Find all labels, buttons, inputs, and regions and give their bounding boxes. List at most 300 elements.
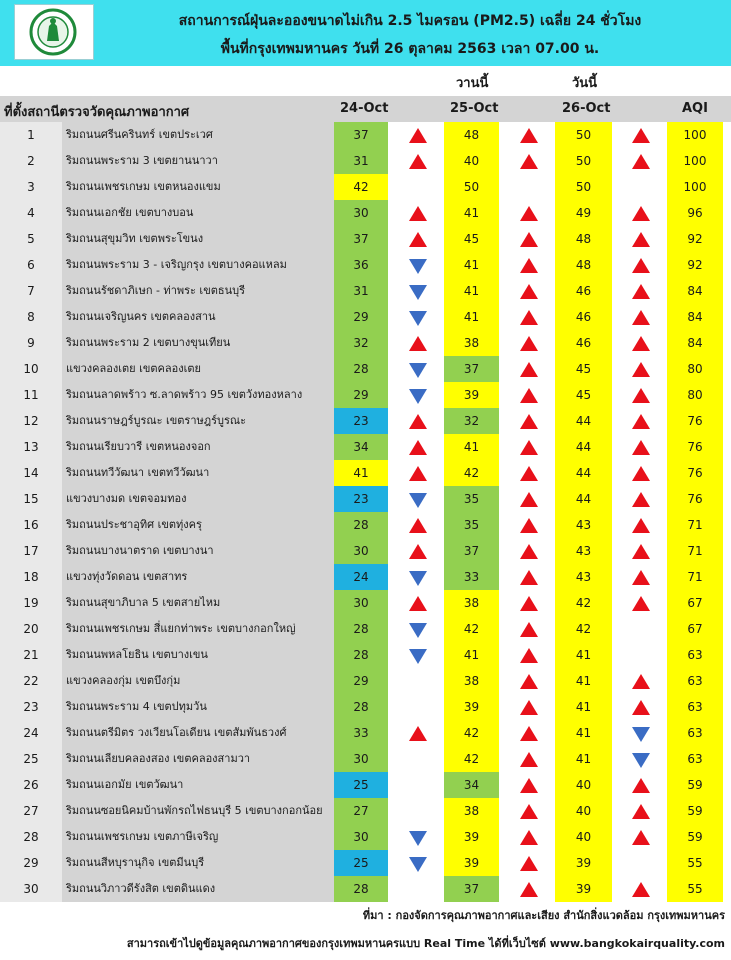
aqi-value: 59 xyxy=(667,772,723,798)
table-row xyxy=(0,850,731,876)
row-number: 11 xyxy=(0,382,62,408)
table-row xyxy=(0,174,731,200)
title-line2: พื้นที่กรุงเทพมหานคร วันที่ 26 ตุลาคม 2563 เวลา 07.00 น. xyxy=(220,41,600,57)
table-row xyxy=(0,330,731,356)
value-25oct: 41 xyxy=(444,304,499,330)
aqi-value: 76 xyxy=(667,408,723,434)
value-24oct: 27 xyxy=(334,798,388,824)
table-row xyxy=(0,642,731,668)
table-row xyxy=(0,278,731,304)
trend-up-icon xyxy=(632,362,650,377)
title-line1: สถานการณ์ฝุ่นละอองขนาดไม่เกิน 2.5 ไมครอน (PM2.5) เฉลี่ย 24 ชั่วโมง xyxy=(178,13,642,29)
date2-column-header: 25-Oct xyxy=(450,101,499,116)
trend-up-icon xyxy=(632,570,650,585)
row-number: 29 xyxy=(0,850,62,876)
table-row xyxy=(0,720,731,746)
value-26oct: 44 xyxy=(555,486,612,512)
station-name: ริมถนนเอกมัย เขตวัฒนา xyxy=(62,772,334,798)
header-banner xyxy=(0,0,731,66)
aqi-value: 84 xyxy=(667,278,723,304)
station-name: ริมถนนเอกชัย เขตบางบอน xyxy=(62,200,334,226)
station-name: ริมถนนซอยนิคมบ้านพักรถไฟธนบุรี 5 เขตบางกอกน้อย xyxy=(62,798,334,824)
aqi-value: 84 xyxy=(667,304,723,330)
table-row xyxy=(0,382,731,408)
value-24oct: 29 xyxy=(334,668,388,694)
trend-down-icon xyxy=(409,493,427,508)
aqi-value: 96 xyxy=(667,200,723,226)
trend-up-icon xyxy=(520,362,538,377)
trend-up-icon xyxy=(520,752,538,767)
trend-up-icon xyxy=(632,128,650,143)
date1-column-header: 24-Oct xyxy=(340,101,389,116)
trend-up-icon xyxy=(632,232,650,247)
row-number: 19 xyxy=(0,590,62,616)
value-24oct: 30 xyxy=(334,824,388,850)
row-number: 16 xyxy=(0,512,62,538)
aqi-value: 55 xyxy=(667,876,723,902)
trend-down-icon xyxy=(409,259,427,274)
aqi-value: 100 xyxy=(667,148,723,174)
station-name: ริมถนนสีหบุรานุกิจ เขตมีนบุรี xyxy=(62,850,334,876)
value-26oct: 46 xyxy=(555,278,612,304)
value-25oct: 42 xyxy=(444,746,499,772)
trend-up-icon xyxy=(409,232,427,247)
aqi-value: 80 xyxy=(667,382,723,408)
seal-icon xyxy=(27,8,79,56)
aqi-value: 71 xyxy=(667,564,723,590)
value-25oct: 35 xyxy=(444,486,499,512)
row-number: 26 xyxy=(0,772,62,798)
value-24oct: 32 xyxy=(334,330,388,356)
trend-up-icon xyxy=(409,414,427,429)
value-25oct: 48 xyxy=(444,122,499,148)
aqi-value: 63 xyxy=(667,746,723,772)
trend-up-icon xyxy=(632,778,650,793)
value-26oct: 39 xyxy=(555,876,612,902)
row-number: 21 xyxy=(0,642,62,668)
trend-up-icon xyxy=(632,154,650,169)
station-name: ริมถนนพระราม 3 - เจริญกรุง เขตบางคอแหลม xyxy=(62,252,334,278)
day-labels-row xyxy=(0,66,731,96)
table-row xyxy=(0,304,731,330)
value-25oct: 37 xyxy=(444,538,499,564)
station-name: ริมถนนสุขุมวิท เขตพระโขนง xyxy=(62,226,334,252)
trend-up-icon xyxy=(520,856,538,871)
trend-up-icon xyxy=(520,154,538,169)
row-number: 23 xyxy=(0,694,62,720)
trend-up-icon xyxy=(520,466,538,481)
station-name: ริมถนนลาดพร้าว ซ.ลาดพร้าว 95 เขตวังทองหลาง xyxy=(62,382,334,408)
trend-up-icon xyxy=(520,882,538,897)
value-26oct: 40 xyxy=(555,824,612,850)
station-name: ริมถนนศรีนครินทร์ เขตประเวศ xyxy=(62,122,334,148)
trend-up-icon xyxy=(520,804,538,819)
value-26oct: 40 xyxy=(555,772,612,798)
value-24oct: 28 xyxy=(334,694,388,720)
station-name: ริมถนนเจริญนคร เขตคลองสาน xyxy=(62,304,334,330)
trend-up-icon xyxy=(409,128,427,143)
value-25oct: 45 xyxy=(444,226,499,252)
row-number: 20 xyxy=(0,616,62,642)
table-row xyxy=(0,798,731,824)
table-row xyxy=(0,616,731,642)
today-label: วันนี้ xyxy=(572,76,598,91)
value-26oct: 41 xyxy=(555,668,612,694)
row-number: 14 xyxy=(0,460,62,486)
value-24oct: 37 xyxy=(334,122,388,148)
aqi-value: 92 xyxy=(667,252,723,278)
station-name: ริมถนนเรียบวารี เขตหนองจอก xyxy=(62,434,334,460)
value-26oct: 39 xyxy=(555,850,612,876)
row-number: 5 xyxy=(0,226,62,252)
trend-down-icon xyxy=(632,727,650,742)
trend-up-icon xyxy=(632,804,650,819)
trend-up-icon xyxy=(520,700,538,715)
trend-up-icon xyxy=(409,544,427,559)
value-26oct: 48 xyxy=(555,252,612,278)
aqi-value: 55 xyxy=(667,850,723,876)
aqi-value: 71 xyxy=(667,538,723,564)
value-24oct: 30 xyxy=(334,538,388,564)
table-row xyxy=(0,486,731,512)
trend-up-icon xyxy=(409,726,427,741)
station-column-header: ที่ตั้งสถานีตรวจวัดคุณภาพอากาศ xyxy=(4,105,190,120)
trend-up-icon xyxy=(632,440,650,455)
trend-down-icon xyxy=(409,311,427,326)
value-25oct: 37 xyxy=(444,876,499,902)
trend-up-icon xyxy=(520,648,538,663)
value-26oct: 50 xyxy=(555,174,612,200)
value-25oct: 40 xyxy=(444,148,499,174)
aqi-value: 63 xyxy=(667,642,723,668)
aqi-column-header: AQI xyxy=(682,101,708,116)
value-25oct: 41 xyxy=(444,200,499,226)
aqi-value: 67 xyxy=(667,616,723,642)
trend-down-icon xyxy=(409,363,427,378)
value-24oct: 42 xyxy=(334,174,388,200)
value-25oct: 41 xyxy=(444,252,499,278)
row-number: 28 xyxy=(0,824,62,850)
value-26oct: 50 xyxy=(555,148,612,174)
table-row xyxy=(0,148,731,174)
table-row xyxy=(0,590,731,616)
row-number: 12 xyxy=(0,408,62,434)
value-25oct: 32 xyxy=(444,408,499,434)
trend-up-icon xyxy=(632,284,650,299)
table-row xyxy=(0,668,731,694)
value-26oct: 50 xyxy=(555,122,612,148)
value-26oct: 43 xyxy=(555,564,612,590)
table-row xyxy=(0,746,731,772)
trend-up-icon xyxy=(409,154,427,169)
aqi-value: 63 xyxy=(667,694,723,720)
trend-up-icon xyxy=(520,388,538,403)
station-name: ริมถนนบางนาตราด เขตบางนา xyxy=(62,538,334,564)
aqi-value: 76 xyxy=(667,486,723,512)
table-row xyxy=(0,564,731,590)
station-name: ริมถนนทวีวัฒนา เขตทวีวัฒนา xyxy=(62,460,334,486)
value-25oct: 39 xyxy=(444,382,499,408)
table-row xyxy=(0,772,731,798)
row-number: 1 xyxy=(0,122,62,148)
value-25oct: 41 xyxy=(444,642,499,668)
trend-up-icon xyxy=(632,258,650,273)
station-name: แขวงคลองเตย เขตคลองเตย xyxy=(62,356,334,382)
station-name: ริมถนนสุขาภิบาล 5 เขตสายไหม xyxy=(62,590,334,616)
value-26oct: 41 xyxy=(555,642,612,668)
value-24oct: 41 xyxy=(334,460,388,486)
station-name: ริมถนนตรีมิตร วงเวียนโอเดียน เขตสัมพันธวงศ์ xyxy=(62,720,334,746)
value-26oct: 42 xyxy=(555,590,612,616)
value-26oct: 41 xyxy=(555,746,612,772)
value-26oct: 41 xyxy=(555,720,612,746)
value-24oct: 24 xyxy=(334,564,388,590)
table-row xyxy=(0,512,731,538)
trend-up-icon xyxy=(520,206,538,221)
value-24oct: 28 xyxy=(334,512,388,538)
value-25oct: 37 xyxy=(444,356,499,382)
aqi-value: 76 xyxy=(667,434,723,460)
value-25oct: 33 xyxy=(444,564,499,590)
value-24oct: 28 xyxy=(334,616,388,642)
trend-up-icon xyxy=(520,570,538,585)
station-name: ริมถนนประชาอุทิศ เขตทุ่งครุ xyxy=(62,512,334,538)
table-row xyxy=(0,252,731,278)
value-25oct: 39 xyxy=(444,824,499,850)
value-24oct: 23 xyxy=(334,408,388,434)
value-25oct: 42 xyxy=(444,720,499,746)
value-26oct: 44 xyxy=(555,408,612,434)
trend-up-icon xyxy=(520,830,538,845)
yesterday-label: วานนี้ xyxy=(456,76,489,91)
value-24oct: 30 xyxy=(334,746,388,772)
aqi-value: 76 xyxy=(667,460,723,486)
trend-up-icon xyxy=(632,700,650,715)
trend-up-icon xyxy=(409,206,427,221)
trend-up-icon xyxy=(520,518,538,533)
trend-up-icon xyxy=(520,284,538,299)
table-row xyxy=(0,694,731,720)
trend-up-icon xyxy=(632,206,650,221)
trend-up-icon xyxy=(520,726,538,741)
row-number: 13 xyxy=(0,434,62,460)
value-25oct: 41 xyxy=(444,434,499,460)
value-25oct: 34 xyxy=(444,772,499,798)
row-number: 17 xyxy=(0,538,62,564)
value-26oct: 44 xyxy=(555,434,612,460)
row-number: 2 xyxy=(0,148,62,174)
value-26oct: 43 xyxy=(555,512,612,538)
aqi-value: 63 xyxy=(667,668,723,694)
table-row xyxy=(0,408,731,434)
trend-up-icon xyxy=(409,336,427,351)
station-name: ริมถนนราษฎร์บูรณะ เขตราษฎร์บูรณะ xyxy=(62,408,334,434)
row-number: 25 xyxy=(0,746,62,772)
table-row xyxy=(0,200,731,226)
station-name: แขวงบางมด เขตจอมทอง xyxy=(62,486,334,512)
trend-up-icon xyxy=(632,336,650,351)
value-25oct: 39 xyxy=(444,694,499,720)
value-24oct: 30 xyxy=(334,590,388,616)
trend-up-icon xyxy=(632,310,650,325)
trend-up-icon xyxy=(520,414,538,429)
trend-up-icon xyxy=(409,596,427,611)
value-24oct: 37 xyxy=(334,226,388,252)
station-name: ริมถนนเพชรเกษม สี่แยกท่าพระ เขตบางกอกใหญ่ xyxy=(62,616,334,642)
trend-down-icon xyxy=(409,857,427,872)
trend-up-icon xyxy=(632,830,650,845)
value-24oct: 25 xyxy=(334,772,388,798)
station-name: แขวงคลองกุ่ม เขตบึงกุ่ม xyxy=(62,668,334,694)
realtime-note: สามารถเข้าไปดูข้อมูลคุณภาพอากาศของกรุงเทพมหานครแบบ Real Time ได้ที่เว็บไซต์ www.bangkokairquality.com xyxy=(126,937,725,950)
aqi-value: 84 xyxy=(667,330,723,356)
trend-up-icon xyxy=(632,674,650,689)
date3-column-header: 26-Oct xyxy=(562,101,611,116)
trend-up-icon xyxy=(520,622,538,637)
aqi-value: 59 xyxy=(667,798,723,824)
row-number: 22 xyxy=(0,668,62,694)
trend-up-icon xyxy=(632,466,650,481)
row-number: 27 xyxy=(0,798,62,824)
value-24oct: 23 xyxy=(334,486,388,512)
trend-up-icon xyxy=(632,882,650,897)
row-number: 9 xyxy=(0,330,62,356)
table-row xyxy=(0,122,731,148)
table-row xyxy=(0,876,731,902)
value-24oct: 29 xyxy=(334,382,388,408)
row-number: 8 xyxy=(0,304,62,330)
value-26oct: 43 xyxy=(555,538,612,564)
value-26oct: 45 xyxy=(555,382,612,408)
trend-up-icon xyxy=(632,414,650,429)
trend-up-icon xyxy=(520,544,538,559)
aqi-value: 63 xyxy=(667,720,723,746)
aqi-value: 100 xyxy=(667,122,723,148)
station-name: ริมถนนพระราม 4 เขตปทุมวัน xyxy=(62,694,334,720)
value-24oct: 31 xyxy=(334,148,388,174)
value-25oct: 35 xyxy=(444,512,499,538)
aqi-value: 92 xyxy=(667,226,723,252)
row-number: 10 xyxy=(0,356,62,382)
trend-up-icon xyxy=(520,336,538,351)
value-26oct: 46 xyxy=(555,330,612,356)
station-name: แขวงทุ่งวัดดอน เขตสาทร xyxy=(62,564,334,590)
table-row xyxy=(0,460,731,486)
value-24oct: 36 xyxy=(334,252,388,278)
trend-up-icon xyxy=(409,466,427,481)
value-24oct: 29 xyxy=(334,304,388,330)
aqi-value: 71 xyxy=(667,512,723,538)
trend-up-icon xyxy=(520,310,538,325)
row-number: 24 xyxy=(0,720,62,746)
value-25oct: 50 xyxy=(444,174,499,200)
row-number: 4 xyxy=(0,200,62,226)
value-24oct: 33 xyxy=(334,720,388,746)
aqi-value: 80 xyxy=(667,356,723,382)
station-name: ริมถนนเพชรเกษม เขตหนองแขม xyxy=(62,174,334,200)
aqi-value: 67 xyxy=(667,590,723,616)
table-row xyxy=(0,538,731,564)
station-name: ริมถนนพระราม 3 เขตยานนาวา xyxy=(62,148,334,174)
value-26oct: 45 xyxy=(555,356,612,382)
trend-up-icon xyxy=(520,596,538,611)
value-26oct: 44 xyxy=(555,460,612,486)
value-25oct: 38 xyxy=(444,330,499,356)
station-name: ริมถนนเลียบคลองสอง เขตคลองสามวา xyxy=(62,746,334,772)
trend-up-icon xyxy=(520,128,538,143)
value-25oct: 38 xyxy=(444,590,499,616)
trend-up-icon xyxy=(409,518,427,533)
value-24oct: 28 xyxy=(334,356,388,382)
station-name: ริมถนนพหลโยธิน เขตบางเขน xyxy=(62,642,334,668)
value-26oct: 46 xyxy=(555,304,612,330)
trend-up-icon xyxy=(520,778,538,793)
value-26oct: 41 xyxy=(555,694,612,720)
trend-down-icon xyxy=(409,623,427,638)
bangkok-seal-logo xyxy=(14,4,94,60)
station-name: ริมถนนเพชรเกษม เขตภาษีเจริญ xyxy=(62,824,334,850)
station-name: ริมถนนพระราม 2 เขตบางขุนเทียน xyxy=(62,330,334,356)
column-header-row xyxy=(0,96,731,122)
source-note: ที่มา : กองจัดการคุณภาพอากาศและเสียง สำนักสิ่งแวดล้อม กรุงเทพมหานคร xyxy=(362,909,725,922)
trend-up-icon xyxy=(520,492,538,507)
table-row xyxy=(0,226,731,252)
row-number: 30 xyxy=(0,876,62,902)
row-number: 15 xyxy=(0,486,62,512)
value-26oct: 42 xyxy=(555,616,612,642)
aqi-value: 59 xyxy=(667,824,723,850)
row-number: 18 xyxy=(0,564,62,590)
trend-up-icon xyxy=(632,518,650,533)
row-number: 6 xyxy=(0,252,62,278)
value-24oct: 25 xyxy=(334,850,388,876)
value-25oct: 42 xyxy=(444,616,499,642)
station-name: ริมถนนรัชดาภิเษก - ท่าพระ เขตธนบุรี xyxy=(62,278,334,304)
station-name: ริมถนนวิภาวดีรังสิต เขตดินแดง xyxy=(62,876,334,902)
value-26oct: 40 xyxy=(555,798,612,824)
trend-up-icon xyxy=(520,440,538,455)
trend-up-icon xyxy=(632,492,650,507)
trend-up-icon xyxy=(632,596,650,611)
aqi-value: 100 xyxy=(667,174,723,200)
value-26oct: 48 xyxy=(555,226,612,252)
trend-down-icon xyxy=(632,753,650,768)
value-26oct: 49 xyxy=(555,200,612,226)
value-25oct: 39 xyxy=(444,850,499,876)
value-25oct: 41 xyxy=(444,278,499,304)
value-24oct: 28 xyxy=(334,642,388,668)
trend-up-icon xyxy=(520,232,538,247)
value-25oct: 38 xyxy=(444,798,499,824)
trend-down-icon xyxy=(409,571,427,586)
trend-up-icon xyxy=(632,544,650,559)
row-number: 7 xyxy=(0,278,62,304)
value-24oct: 31 xyxy=(334,278,388,304)
table-row xyxy=(0,356,731,382)
trend-down-icon xyxy=(409,285,427,300)
value-24oct: 30 xyxy=(334,200,388,226)
value-25oct: 42 xyxy=(444,460,499,486)
trend-down-icon xyxy=(409,831,427,846)
trend-up-icon xyxy=(632,388,650,403)
trend-up-icon xyxy=(520,258,538,273)
value-24oct: 28 xyxy=(334,876,388,902)
value-25oct: 38 xyxy=(444,668,499,694)
table-row xyxy=(0,824,731,850)
trend-down-icon xyxy=(409,649,427,664)
table-row xyxy=(0,434,731,460)
trend-up-icon xyxy=(520,674,538,689)
